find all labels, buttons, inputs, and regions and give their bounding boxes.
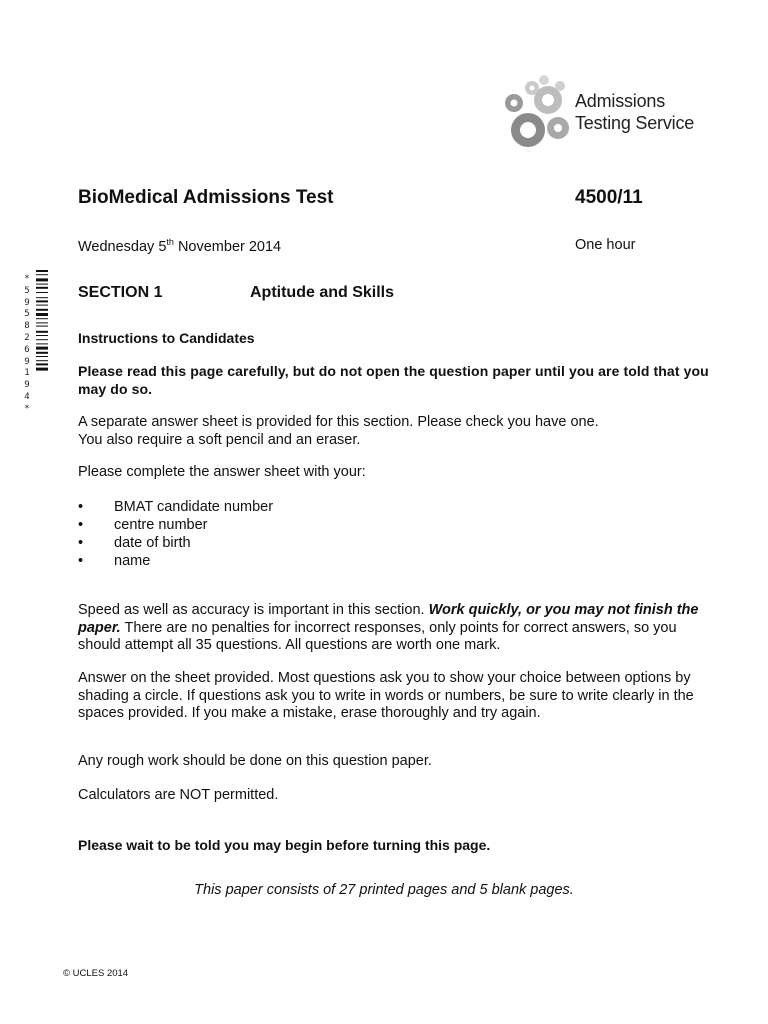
- logo-circles-icon: [505, 75, 569, 147]
- barcode-bar: [36, 287, 48, 289]
- exam-duration: One hour: [575, 237, 636, 253]
- barcode-bar: [36, 335, 48, 336]
- paper-code: 4500/11: [575, 187, 643, 208]
- section-name: Aptitude and Skills: [250, 284, 395, 301]
- barcode-bar: [36, 360, 48, 361]
- barcode-bar: [36, 322, 48, 323]
- barcode-bar: [36, 292, 48, 293]
- barcode-bar: [36, 352, 48, 354]
- bullet-icon: •: [78, 499, 84, 515]
- barcode-bar: [36, 347, 48, 350]
- date-ordinal: th: [166, 237, 174, 247]
- barcode-bar: [36, 270, 48, 272]
- speed-text-b: There are no penalties for incorrect responses, only points for correct answers, so you should attempt all 35 questions. All questions are worth one mark.: [78, 619, 677, 653]
- barcode-bar: [36, 274, 48, 275]
- list-item: [78, 517, 718, 535]
- bullet-icon: •: [78, 517, 84, 533]
- barcode-bar: [36, 356, 48, 357]
- instructions-heading: Instructions to Candidates: [78, 330, 255, 346]
- list-item-text: name: [114, 553, 151, 569]
- barcode-bar: [36, 300, 48, 302]
- calculators-paragraph: Calculators are NOT permitted.: [78, 787, 279, 803]
- test-title: BioMedical Admissions Test: [78, 187, 334, 208]
- list-item: [78, 499, 718, 517]
- barcode-digit: 1: [24, 368, 30, 379]
- barcode-digit: 5: [24, 285, 30, 296]
- barcode-digit: *: [24, 403, 30, 414]
- barcode-digit: 9: [24, 297, 30, 308]
- speed-emphasis: Work quickly, or you may not finish the paper.: [78, 602, 699, 636]
- wait-paragraph: Please wait to be told you may begin before turning this page.: [78, 837, 491, 853]
- barcode-digit: 9: [24, 356, 30, 367]
- complete-intro: Please complete the answer sheet with your:: [78, 464, 366, 480]
- barcode-bar: [36, 309, 48, 311]
- section-label: SECTION 1: [78, 284, 163, 301]
- exam-date: [78, 237, 281, 255]
- list-item-text: date of birth: [114, 535, 191, 551]
- logo-line-2: Testing Service: [575, 113, 695, 133]
- barcode-bar: [36, 305, 48, 306]
- barcode-bar: [36, 331, 48, 333]
- barcode-digit: 8: [24, 321, 30, 332]
- logo-text: [575, 90, 694, 134]
- barcode-digit: *: [24, 274, 30, 284]
- pages-note: This paper consists of 27 printed pages and 5 blank pages.: [194, 882, 574, 898]
- answer-sheet-details-list: [78, 499, 718, 571]
- speed-paragraph: [78, 602, 718, 655]
- bullet-icon: •: [78, 535, 84, 551]
- barcode-icon: [36, 270, 48, 410]
- answer-sheet-line-1: A separate answer sheet is provided for this section. Please check you have one.: [78, 414, 599, 430]
- list-item: [78, 535, 718, 553]
- list-item-text: BMAT candidate number: [114, 499, 274, 515]
- speed-text-a: Speed as well as accuracy is important in this section.: [78, 602, 429, 618]
- copyright: © UCLES 2014: [63, 968, 129, 979]
- barcode-bar: [36, 368, 48, 371]
- warning-paragraph: Please read this page carefully, but do not open the question paper until you are told that you may do so.: [78, 363, 709, 397]
- answer-sheet-line-2: You also require a soft pencil and an eraser.: [78, 431, 361, 448]
- barcode-digit: 9: [24, 380, 30, 391]
- barcode-bar: [36, 297, 48, 298]
- barcode-digit: 2: [24, 332, 30, 343]
- barcode-digit: 4: [24, 391, 30, 402]
- barcode-bar: [36, 278, 48, 281]
- date-suffix: November 2014: [173, 239, 282, 255]
- barcode-digit: 5: [24, 309, 30, 320]
- barcode-bar: [36, 343, 48, 344]
- barcode-digit: 6: [24, 344, 30, 355]
- answer-on-sheet-paragraph: Answer on the sheet provided. Most questions ask you to show your choice between options by shading a circle. If questions ask you to write in words or numbers, be sure to write clearly in the spaces provided. If you make a mistake, erase thoroughly and try again.: [78, 670, 694, 721]
- bullet-icon: •: [78, 553, 84, 569]
- barcode-bar: [36, 339, 48, 340]
- barcode-bar: [36, 318, 48, 319]
- answer-sheet-paragraph: [78, 414, 718, 449]
- rough-work-paragraph: Any rough work should be done on this question paper.: [78, 753, 432, 769]
- list-item-text: centre number: [114, 517, 208, 533]
- barcode-bar: [36, 363, 48, 365]
- barcode-digits: [22, 274, 32, 416]
- barcode-bar: [36, 326, 48, 327]
- logo-line-1: Admissions: [575, 91, 666, 111]
- date-prefix: Wednesday 5: [78, 239, 167, 255]
- barcode-bar: [36, 284, 48, 285]
- barcode-bar: [36, 313, 48, 316]
- list-item: [78, 553, 718, 571]
